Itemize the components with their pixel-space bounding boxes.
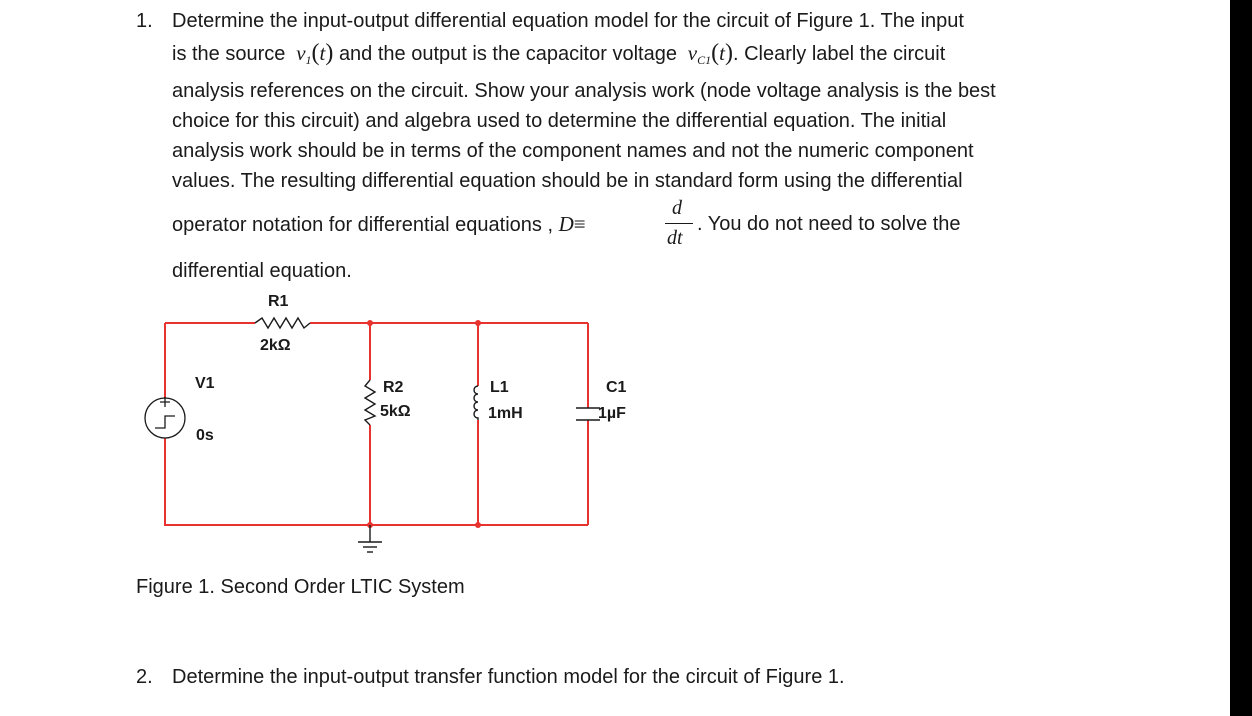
- q1-text-label: . Clearly label the circuit: [732, 43, 946, 65]
- l1-value: 1mH: [488, 405, 523, 422]
- question-2-number: 2.: [136, 666, 153, 688]
- scrollbar[interactable]: [1230, 0, 1252, 716]
- figure-caption: Figure 1. Second Order LTIC System: [136, 576, 465, 598]
- question-1-line-1: Determine the input-output differential equation model for the circuit of Figure 1. The input: [172, 10, 964, 32]
- q1-text-output: and the output is the capacitor voltage: [338, 43, 677, 65]
- question-1-line-4: choice for this circuit) and algebra used to determine the differential equation. The initial: [172, 110, 947, 132]
- question-1-line-8: differential equation.: [172, 260, 352, 282]
- question-1-line-6: values. The resulting differential equation should be in standard form using the differential: [172, 170, 963, 192]
- question-1-number: 1.: [136, 10, 153, 32]
- question-2-text: Determine the input-output transfer function model for the circuit of Figure 1.: [172, 666, 845, 688]
- circuit-nodes: [367, 320, 481, 528]
- q1-text-operator: operator notation for differential equations ,: [172, 214, 553, 236]
- r1-value: 2kΩ: [260, 337, 291, 354]
- r2-value: 5kΩ: [380, 403, 411, 420]
- inductor-l1-symbol: [474, 386, 478, 420]
- question-1-line-7-end: . You do not need to solve the: [697, 213, 961, 235]
- resistor-r2-symbol: [365, 380, 375, 425]
- input-voltage-symbol: $v_1(t)$: [296, 40, 334, 67]
- fraction-denominator: dt: [667, 227, 683, 249]
- r2-label: R2: [383, 379, 404, 396]
- v1-value: 0s: [196, 427, 214, 444]
- v1-label: V1: [195, 375, 215, 392]
- question-1-line-5: analysis work should be in terms of the component names and not the numeric component: [172, 140, 974, 162]
- circuit-wires: [165, 323, 588, 525]
- capacitor-c1-symbol: [576, 408, 600, 420]
- resistor-r1-symbol: [255, 318, 310, 328]
- output-voltage-symbol: $v_{C1}(t)$: [687, 40, 733, 67]
- fraction-numerator: d: [672, 197, 682, 219]
- l1-label: L1: [490, 379, 509, 396]
- r1-label: R1: [268, 293, 289, 310]
- c1-label: C1: [606, 379, 627, 396]
- voltage-source-v1: [145, 397, 185, 438]
- operator-symbol: D≡: [558, 212, 586, 236]
- ground-icon: [358, 525, 382, 552]
- question-1-line-3: analysis references on the circuit. Show your analysis work (node voltage analysis is the best: [172, 80, 996, 102]
- c1-value: 1µF: [598, 405, 626, 422]
- q1-text-source: is the source: [172, 43, 286, 65]
